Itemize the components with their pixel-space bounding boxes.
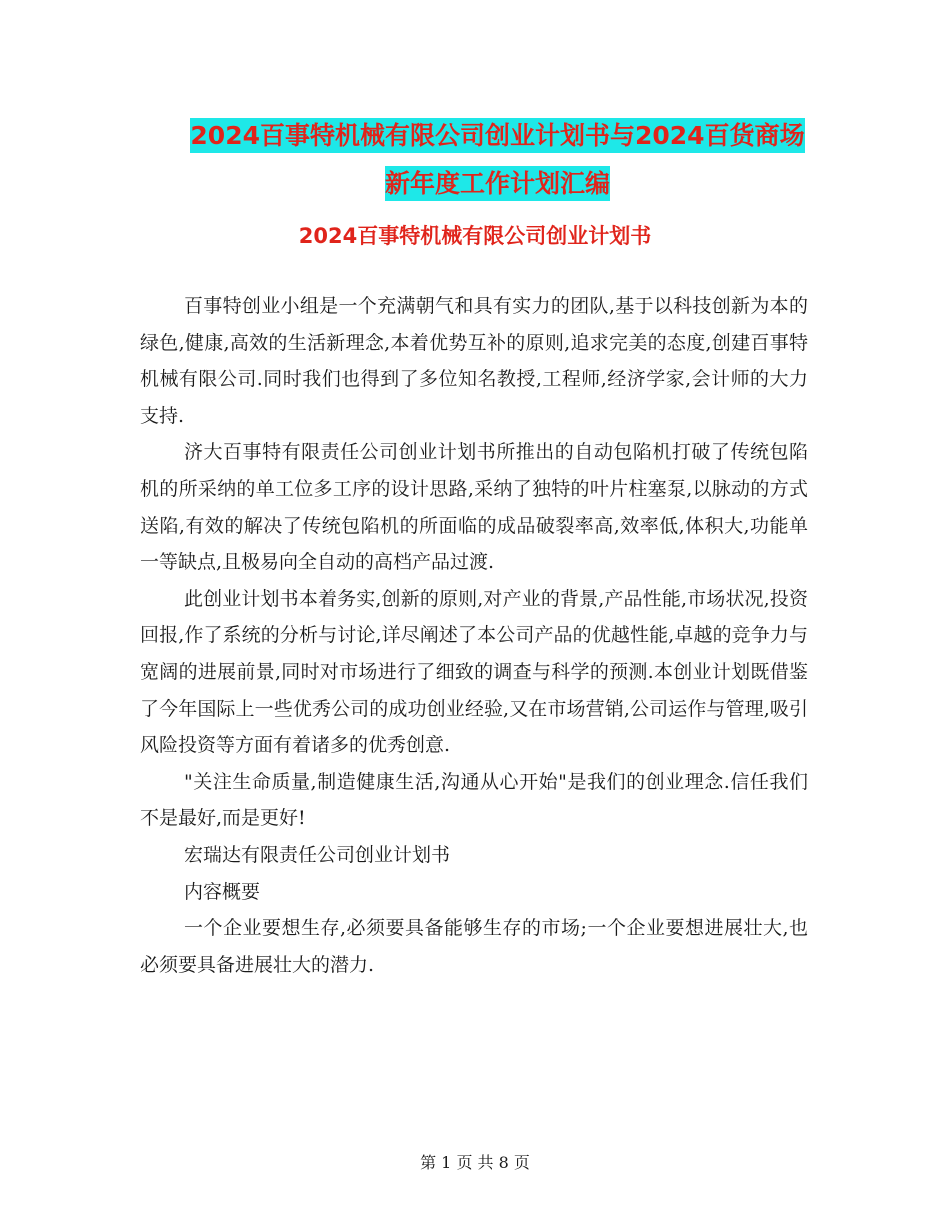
- paragraph-company-title: 宏瑞达有限责任公司创业计划书: [184, 843, 451, 866]
- main-title-line-2: 新年度工作计划汇编: [385, 166, 610, 201]
- paragraph-plan: 此创业计划书本着务实,创新的原则,对产业的背景,产品性能,市场状况,投资回报,作了系统的分析与讨论,详尽阐述了本公司产品的优越性能,卓越的竞争力与宽阔的进展前景,同时对市场进行了细致的调查与科学的预测.本创业计划既借鉴了今年国际上一些优秀公司的成功创业经验,又在市场营销,公司运作与管理,吸引风险投资等方面有着诸多的优秀创意.: [140, 587, 808, 757]
- page-number-footer: 第 1 页 共 8 页: [420, 1153, 530, 1172]
- main-title-line-1: 2024百事特机械有限公司创业计划书与2024百货商场: [190, 118, 804, 153]
- body-text: [140, 288, 808, 983]
- paragraph-summary-heading: 内容概要: [184, 880, 261, 903]
- document-main-title: [140, 112, 855, 208]
- section-title: 2024百事特机械有限公司创业计划书: [298, 224, 652, 248]
- paragraph-motto: "关注生命质量,制造健康生活,沟通从心开始"是我们的创业理念.信任我们不是最好,而是更好!: [140, 770, 808, 830]
- paragraph-intro: 百事特创业小组是一个充满朝气和具有实力的团队,基于以科技创新为本的绿色,健康,高效的生活新理念,本着优势互补的原则,追求完美的态度,创建百事特机械有限公司.同时我们也得到了多位知名教授,工程师,经济学家,会计师的大力支持.: [140, 295, 808, 427]
- paragraph-product: 济大百事特有限责任公司创业计划书所推出的自动包陷机打破了传统包陷机的所采纳的单工位多工序的设计思路,采纳了独特的叶片柱塞泵,以脉动的方式送陷,有效的解决了传统包陷机的所面临的成品破裂率高,效率低,体积大,功能单一等缺点,且极易向全自动的高档产品过渡.: [140, 441, 808, 574]
- paragraph-summary: 一个企业要想生存,必须要具备能够生存的市场;一个企业要想进展壮大,也必须要具备进展壮大的潜力.: [140, 917, 808, 976]
